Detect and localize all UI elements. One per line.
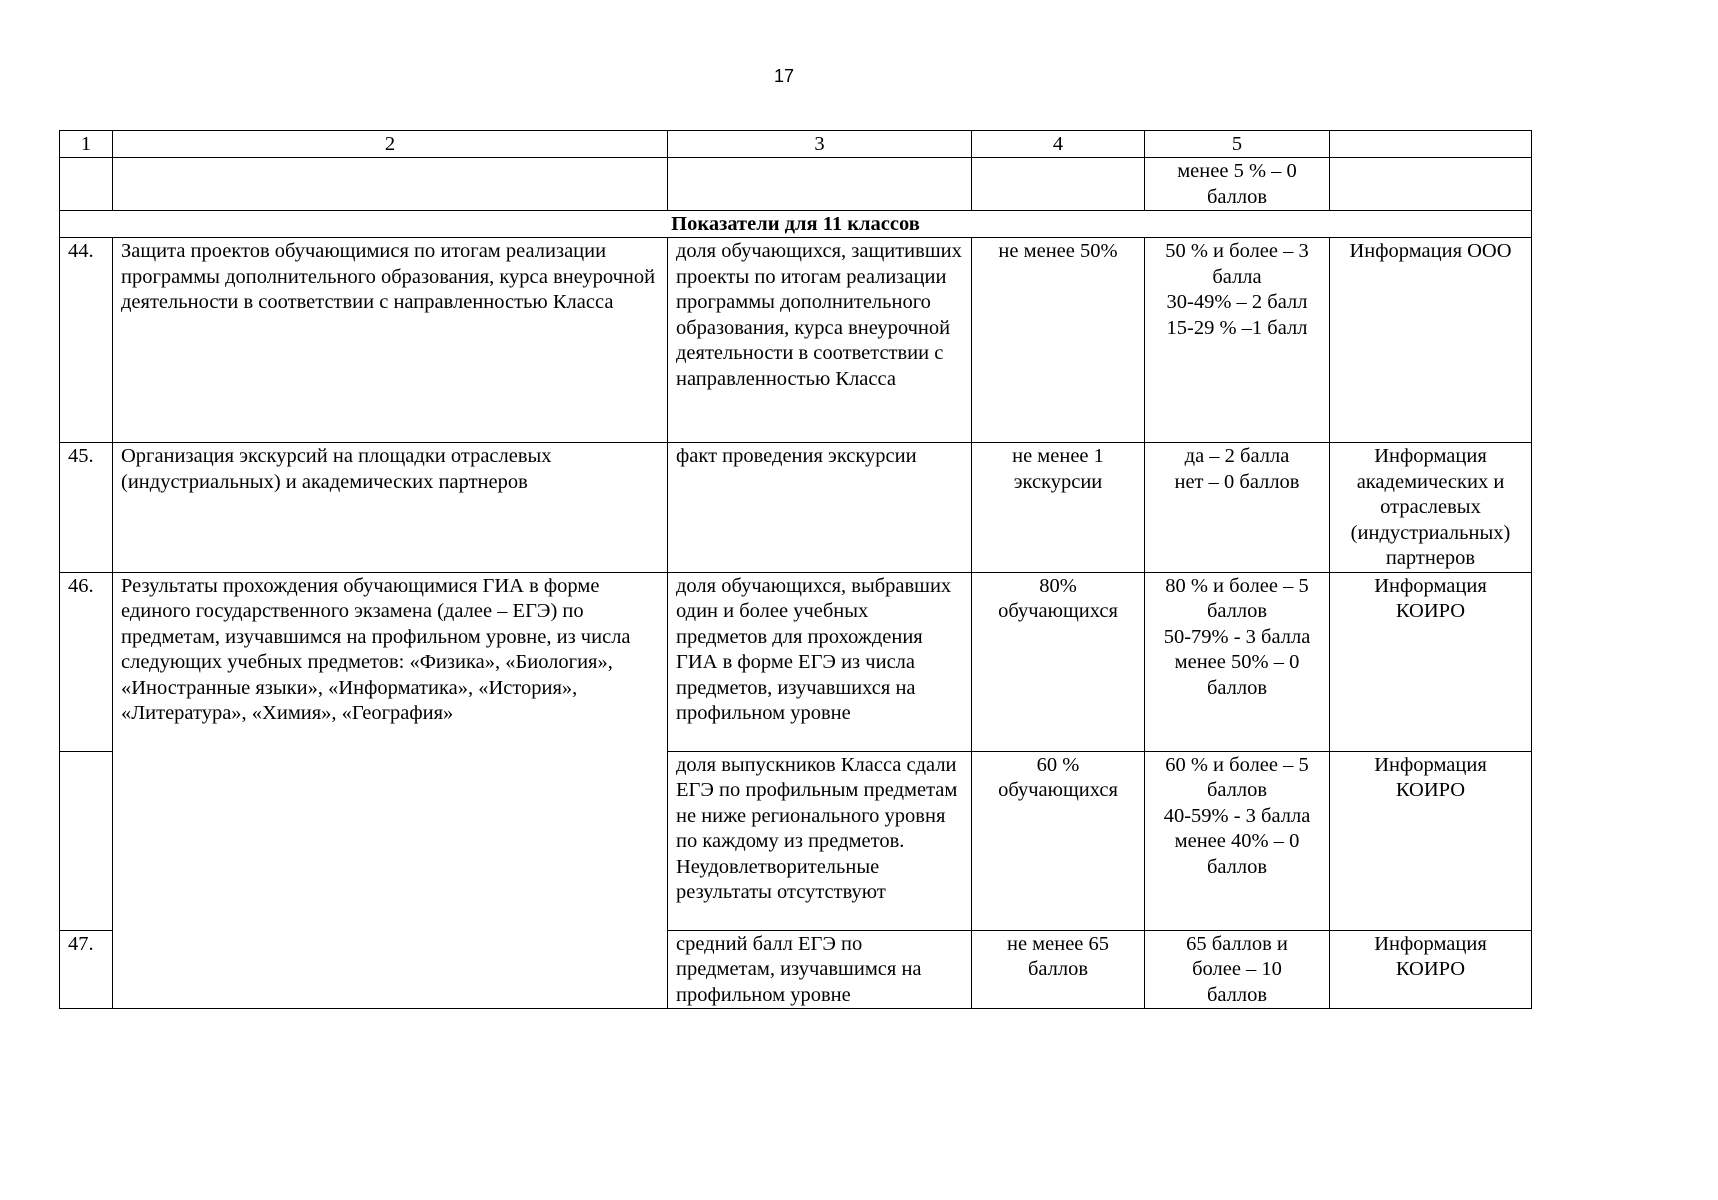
source-cell: Информация академических и отраслевых (индустриальных) партнеров [1330, 443, 1532, 573]
target-cell: 60 % обучающихся [972, 751, 1145, 930]
header-col-2: 2 [113, 131, 668, 158]
row-number: 47. [60, 930, 113, 1009]
target-cell: не менее 1 экскурсии [972, 443, 1145, 573]
cell-empty [60, 158, 113, 211]
scoring-cell: менее 5 % – 0 баллов [1145, 158, 1330, 211]
scoring-cell: 50 % и более – 3 балла 30-49% – 2 балл 15-29 % –1 балл [1145, 238, 1330, 443]
table-row [60, 238, 1532, 443]
header-col-1: 1 [60, 131, 113, 158]
row-number: 46. [60, 572, 113, 751]
source-cell: Информация КОИРО [1330, 930, 1532, 1009]
scoring-cell: 65 баллов и более – 10 баллов [1145, 930, 1330, 1009]
table-row [60, 443, 1532, 573]
target-cell: не менее 50% [972, 238, 1145, 443]
section-row [60, 211, 1532, 238]
cell-empty [668, 158, 972, 211]
source-cell: Информация КОИРО [1330, 751, 1532, 930]
scoring-cell: 80 % и более – 5 баллов 50-79% - 3 балла менее 50% – 0 баллов [1145, 572, 1330, 751]
cell-empty [1330, 158, 1532, 211]
target-cell: не менее 65 баллов [972, 930, 1145, 1009]
header-row [60, 131, 1532, 158]
target-cell: 80% обучающихся [972, 572, 1145, 751]
source-cell: Информация КОИРО [1330, 572, 1532, 751]
cell-empty [113, 158, 668, 211]
indicator-cell: Защита проектов обучающимися по итогам реализации программы дополнительного образования, курса внеурочной деятельности в соответствии с направленностью Класса [113, 238, 668, 443]
scoring-cell: 60 % и более – 5 баллов 40-59% - 3 балла менее 40% – 0 баллов [1145, 751, 1330, 930]
cell-empty [972, 158, 1145, 211]
indicators-table [59, 130, 1532, 1009]
row-number: 44. [60, 238, 113, 443]
indicator-cell: Результаты прохождения обучающимися ГИА в форме единого государственного экзамена (далее – ЕГЭ) по предметам, изучавшимся на профильном уровне, из числа следующих учебных предметов: «Физика», «Биология», «Иностранные языки», «Информатика», «История», «Литература», «Химия», «География» [113, 572, 668, 1009]
section-title: Показатели для 11 классов [60, 211, 1532, 238]
header-col-5: 5 [1145, 131, 1330, 158]
criterion-cell: доля обучающихся, выбравших один и более учебных предметов для прохождения ГИА в форме ЕГЭ из числа предметов, изучавшихся на профильном уровне [668, 572, 972, 751]
criterion-cell: средний балл ЕГЭ по предметам, изучавшимся на профильном уровне [668, 930, 972, 1009]
header-col-3: 3 [668, 131, 972, 158]
page-number: 17 [773, 66, 795, 86]
criterion-cell: доля выпускников Класса сдали ЕГЭ по профильным предметам не ниже регионального уровня по каждому из предметов. Неудовлетворительные результаты отсутствуют [668, 751, 972, 930]
row-number: 45. [60, 443, 113, 573]
criterion-cell: доля обучающихся, защитивших проекты по итогам реализации программы дополнительного образования, курса внеурочной деятельности в соответствии с направленностью Класса [668, 238, 972, 443]
table-row [60, 572, 1532, 751]
indicator-cell: Организация экскурсий на площадки отраслевых (индустриальных) и академических партнеров [113, 443, 668, 573]
continuation-row [60, 158, 1532, 211]
header-col-6 [1330, 131, 1532, 158]
scoring-cell: да – 2 балла нет – 0 баллов [1145, 443, 1330, 573]
row-number-cell [60, 751, 113, 930]
criterion-cell: факт проведения экскурсии [668, 443, 972, 573]
header-col-4: 4 [972, 131, 1145, 158]
source-cell: Информация ООО [1330, 238, 1532, 443]
